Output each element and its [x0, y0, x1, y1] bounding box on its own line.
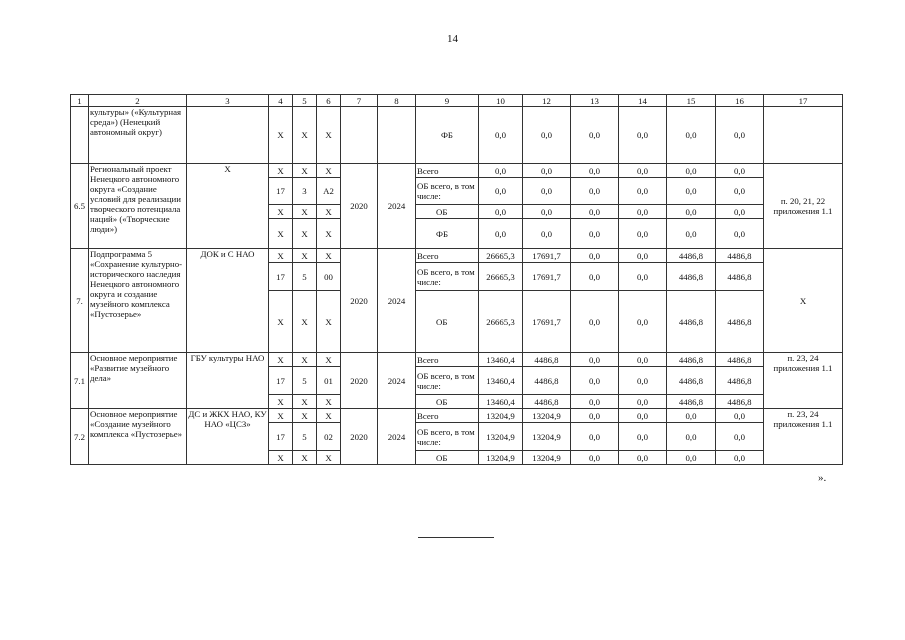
value-cell: 4486,8 — [716, 367, 764, 395]
table-row — [71, 409, 843, 423]
program-table — [70, 94, 843, 465]
value-cell: 0,0 — [479, 205, 523, 219]
header-cell: 13 — [571, 95, 619, 107]
code-cell: X — [269, 107, 293, 164]
row-executor: ДС и ЖКХ НАО, КУ НАО «ЦСЗ» — [187, 409, 269, 465]
code-cell: X — [293, 164, 317, 178]
code-cell: X — [317, 395, 341, 409]
value-cell: 0,0 — [619, 451, 667, 465]
value-cell: 13460,4 — [479, 367, 523, 395]
value-cell: 0,0 — [716, 164, 764, 178]
header-cell: 2 — [89, 95, 187, 107]
row-name: Основное мероприятие «Развитие музейного дела» — [89, 353, 187, 409]
source-cell: ОБ — [416, 205, 479, 219]
header-cell: 5 — [293, 95, 317, 107]
code-cell: X — [293, 205, 317, 219]
code-cell: X — [293, 291, 317, 353]
value-cell: 13204,9 — [479, 423, 523, 451]
code-cell: X — [269, 219, 293, 249]
code-cell: X — [317, 249, 341, 263]
note-cell: п. 23, 24 приложения 1.1 — [764, 409, 843, 465]
value-cell: 0,0 — [619, 178, 667, 205]
code-cell: X — [317, 164, 341, 178]
row-number — [71, 107, 89, 164]
value-cell: 0,0 — [479, 107, 523, 164]
header-cell: 3 — [187, 95, 269, 107]
code-cell: X — [269, 395, 293, 409]
header-cell: 6 — [317, 95, 341, 107]
row-executor — [187, 107, 269, 164]
header-cell: 15 — [667, 95, 716, 107]
year-end: 2024 — [378, 409, 416, 465]
header-cell: 1 — [71, 95, 89, 107]
code-cell: 5 — [293, 367, 317, 395]
value-cell: 0,0 — [571, 178, 619, 205]
value-cell: 0,0 — [479, 178, 523, 205]
value-cell: 0,0 — [571, 263, 619, 291]
source-cell: ОБ всего, в том числе: — [416, 178, 479, 205]
code-cell: 3 — [293, 178, 317, 205]
value-cell: 0,0 — [667, 107, 716, 164]
code-cell: X — [269, 451, 293, 465]
year-end: 2024 — [378, 249, 416, 353]
value-cell: 0,0 — [716, 107, 764, 164]
value-cell: 0,0 — [716, 423, 764, 451]
value-cell: 0,0 — [619, 107, 667, 164]
value-cell: 0,0 — [619, 409, 667, 423]
table-row — [71, 249, 843, 263]
value-cell: 0,0 — [571, 353, 619, 367]
header-cell: 17 — [764, 95, 843, 107]
value-cell: 0,0 — [716, 178, 764, 205]
source-cell: Всего — [416, 353, 479, 367]
value-cell: 17691,7 — [523, 263, 571, 291]
code-cell: 5 — [293, 423, 317, 451]
source-cell: ФБ — [416, 219, 479, 249]
value-cell: 17691,7 — [523, 249, 571, 263]
value-cell: 0,0 — [619, 205, 667, 219]
header-row — [71, 95, 843, 107]
code-cell: X — [317, 451, 341, 465]
value-cell: 0,0 — [619, 249, 667, 263]
code-cell: X — [317, 353, 341, 367]
header-cell: 7 — [341, 95, 378, 107]
value-cell: 0,0 — [667, 178, 716, 205]
source-cell: Всего — [416, 249, 479, 263]
source-cell: Всего — [416, 409, 479, 423]
value-cell: 13460,4 — [479, 395, 523, 409]
value-cell: 0,0 — [619, 164, 667, 178]
code-cell: 00 — [317, 263, 341, 291]
header-cell: 16 — [716, 95, 764, 107]
row-number: 6.5 — [71, 164, 89, 249]
code-cell: 17 — [269, 423, 293, 451]
table-row — [71, 353, 843, 367]
value-cell: 0,0 — [523, 178, 571, 205]
value-cell: 0,0 — [716, 219, 764, 249]
code-cell: 01 — [317, 367, 341, 395]
code-cell: X — [269, 353, 293, 367]
value-cell: 0,0 — [619, 367, 667, 395]
value-cell: 0,0 — [479, 164, 523, 178]
value-cell: 13204,9 — [479, 451, 523, 465]
table-row — [71, 107, 843, 164]
value-cell: 0,0 — [619, 219, 667, 249]
code-cell: 02 — [317, 423, 341, 451]
code-cell: X — [317, 291, 341, 353]
value-cell: 4486,8 — [667, 291, 716, 353]
value-cell: 0,0 — [667, 219, 716, 249]
value-cell: 0,0 — [619, 353, 667, 367]
header-cell: 9 — [416, 95, 479, 107]
code-cell: X — [293, 395, 317, 409]
value-cell: 0,0 — [571, 367, 619, 395]
note-cell — [764, 107, 843, 164]
source-cell: ОБ — [416, 291, 479, 353]
value-cell: 13204,9 — [479, 409, 523, 423]
value-cell: 0,0 — [716, 205, 764, 219]
value-cell: 0,0 — [716, 451, 764, 465]
code-cell: X — [269, 409, 293, 423]
value-cell: 0,0 — [619, 423, 667, 451]
value-cell: 0,0 — [667, 409, 716, 423]
code-cell: X — [293, 353, 317, 367]
value-cell: 4486,8 — [523, 395, 571, 409]
value-cell: 4486,8 — [667, 263, 716, 291]
end-quote-mark: ». — [818, 472, 827, 484]
value-cell: 4486,8 — [667, 395, 716, 409]
source-cell: ОБ — [416, 451, 479, 465]
value-cell: 17691,7 — [523, 291, 571, 353]
code-cell: X — [293, 409, 317, 423]
value-cell: 0,0 — [667, 205, 716, 219]
code-cell: X — [317, 107, 341, 164]
code-cell: X — [317, 205, 341, 219]
value-cell: 0,0 — [523, 205, 571, 219]
value-cell: 0,0 — [523, 164, 571, 178]
value-cell: 0,0 — [571, 423, 619, 451]
value-cell: 4486,8 — [667, 249, 716, 263]
value-cell: 0,0 — [619, 263, 667, 291]
value-cell: 0,0 — [479, 219, 523, 249]
row-name: культуры» («Культурная среда») (Ненецкий автономный округ) — [89, 107, 187, 164]
source-cell: ОБ всего, в том числе: — [416, 263, 479, 291]
value-cell: 13204,9 — [523, 451, 571, 465]
value-cell: 0,0 — [571, 164, 619, 178]
year-end — [378, 107, 416, 164]
year-start: 2020 — [341, 353, 378, 409]
source-cell: ФБ — [416, 107, 479, 164]
value-cell: 4486,8 — [667, 353, 716, 367]
value-cell: 26665,3 — [479, 263, 523, 291]
value-cell: 0,0 — [619, 291, 667, 353]
value-cell: 4486,8 — [716, 291, 764, 353]
source-cell: ОБ — [416, 395, 479, 409]
value-cell: 0,0 — [571, 107, 619, 164]
code-cell: X — [269, 205, 293, 219]
header-cell: 12 — [523, 95, 571, 107]
value-cell: 0,0 — [571, 219, 619, 249]
year-end: 2024 — [378, 164, 416, 249]
header-cell: 14 — [619, 95, 667, 107]
code-cell: X — [317, 219, 341, 249]
value-cell: 0,0 — [571, 395, 619, 409]
value-cell: 0,0 — [667, 164, 716, 178]
row-executor: X — [187, 164, 269, 249]
row-name: Подпрограмма 5 «Сохранение культурно-исторического наследия Ненецкого автономного округа и создание музейного комплекса «Пустозерье» — [89, 249, 187, 353]
value-cell: 4486,8 — [716, 249, 764, 263]
value-cell: 4486,8 — [716, 263, 764, 291]
value-cell: 26665,3 — [479, 291, 523, 353]
value-cell: 4486,8 — [667, 367, 716, 395]
end-divider-line — [418, 537, 494, 538]
year-start: 2020 — [341, 409, 378, 465]
value-cell: 4486,8 — [716, 395, 764, 409]
value-cell: 0,0 — [571, 249, 619, 263]
code-cell: 5 — [293, 263, 317, 291]
code-cell: 17 — [269, 367, 293, 395]
row-executor: ДОК и С НАО — [187, 249, 269, 353]
year-end: 2024 — [378, 353, 416, 409]
year-start — [341, 107, 378, 164]
value-cell: 0,0 — [523, 107, 571, 164]
value-cell: 0,0 — [571, 291, 619, 353]
value-cell: 13460,4 — [479, 353, 523, 367]
row-number: 7.1 — [71, 353, 89, 409]
value-cell: 0,0 — [619, 395, 667, 409]
value-cell: 13204,9 — [523, 423, 571, 451]
code-cell: X — [269, 249, 293, 263]
code-cell: 17 — [269, 178, 293, 205]
value-cell: 0,0 — [667, 451, 716, 465]
code-cell: A2 — [317, 178, 341, 205]
note-cell: п. 20, 21, 22 приложения 1.1 — [764, 164, 843, 249]
code-cell: X — [293, 451, 317, 465]
value-cell: 4486,8 — [523, 353, 571, 367]
value-cell: 0,0 — [571, 409, 619, 423]
header-cell: 4 — [269, 95, 293, 107]
source-cell: ОБ всего, в том числе: — [416, 423, 479, 451]
code-cell: X — [293, 219, 317, 249]
page-number: 14 — [447, 33, 458, 45]
row-executor: ГБУ культуры НАО — [187, 353, 269, 409]
value-cell: 13204,9 — [523, 409, 571, 423]
year-start: 2020 — [341, 249, 378, 353]
table-row — [71, 164, 843, 178]
header-cell: 8 — [378, 95, 416, 107]
source-cell: Всего — [416, 164, 479, 178]
value-cell: 0,0 — [571, 205, 619, 219]
row-name: Основное мероприятие «Создание музейного комплекса «Пустозерье» — [89, 409, 187, 465]
value-cell: 0,0 — [667, 423, 716, 451]
value-cell: 4486,8 — [523, 367, 571, 395]
row-number: 7.2 — [71, 409, 89, 465]
year-start: 2020 — [341, 164, 378, 249]
value-cell: 0,0 — [716, 409, 764, 423]
code-cell: 17 — [269, 263, 293, 291]
code-cell: X — [317, 409, 341, 423]
value-cell: 0,0 — [523, 219, 571, 249]
source-cell: ОБ всего, в том числе: — [416, 367, 479, 395]
header-cell: 10 — [479, 95, 523, 107]
value-cell: 26665,3 — [479, 249, 523, 263]
row-number: 7. — [71, 249, 89, 353]
value-cell: 4486,8 — [716, 353, 764, 367]
code-cell: X — [293, 107, 317, 164]
code-cell: X — [293, 249, 317, 263]
code-cell: X — [269, 291, 293, 353]
code-cell: X — [269, 164, 293, 178]
value-cell: 0,0 — [571, 451, 619, 465]
row-name: Региональный проект Ненецкого автономного округа «Создание условий для реализации творческого потенциала наций» («Творческие люди») — [89, 164, 187, 249]
note-cell: X — [764, 249, 843, 353]
note-cell: п. 23, 24 приложения 1.1 — [764, 353, 843, 409]
